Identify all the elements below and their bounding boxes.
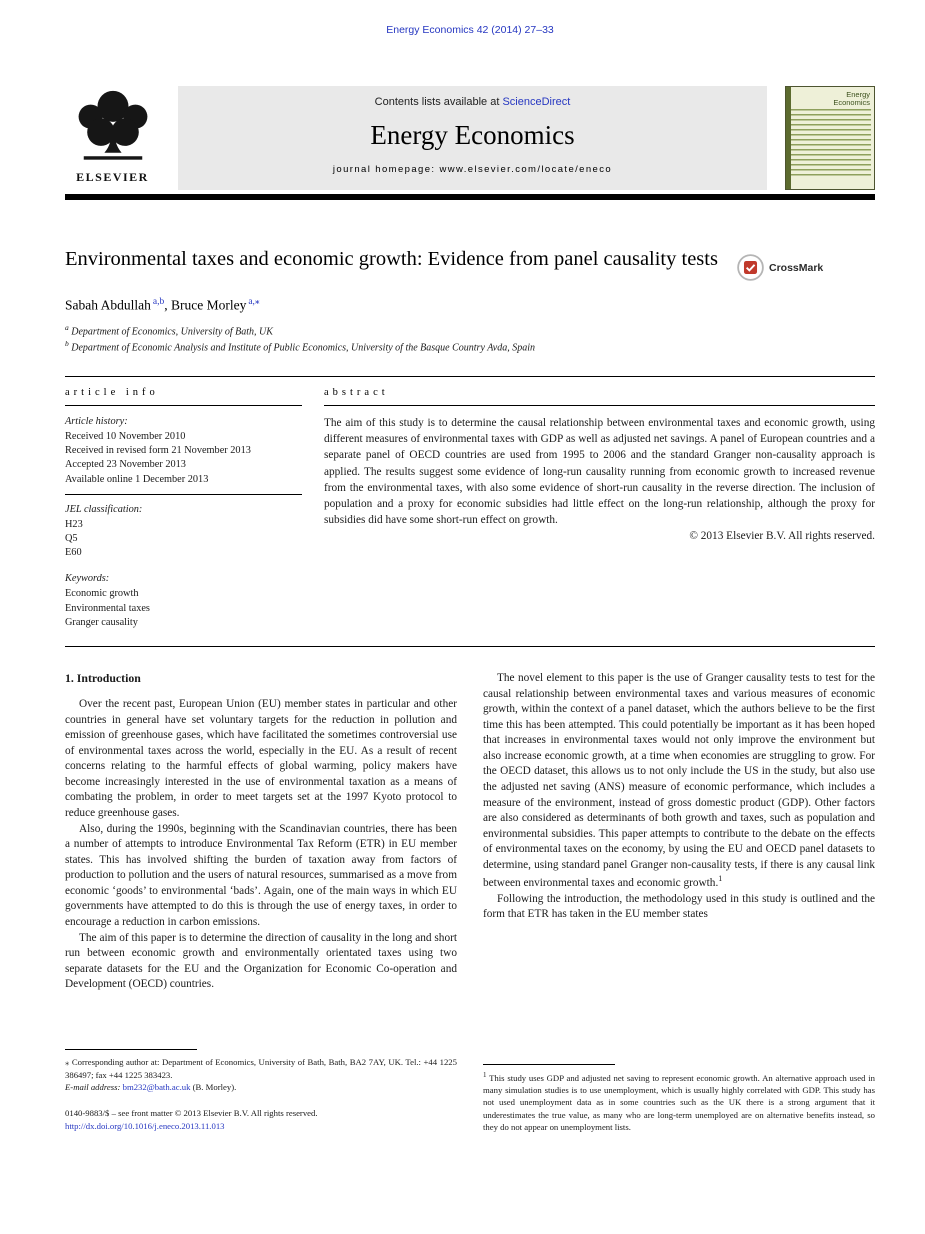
jel-item: Q5 <box>65 533 78 545</box>
crossmark-icon <box>737 254 764 281</box>
abstract-heading: abstract <box>324 387 389 399</box>
author-name-2: Bruce Morley <box>170 297 247 313</box>
jel-item: H23 <box>65 518 83 530</box>
footnote-1-text: This study uses GDP and adjusted net saving to represent economic growth. An alternative approach used in many simulation studies is to use unemployment, which is usually highly correlated with GDP. This study has not used unemployment data as in some countries such as the UK there is a strong argument that it underestimates the true value, as many who are long-term unemployed are on alternative benefits instead, so they do not appear on unemployment lists. <box>483 1073 875 1132</box>
abstract-heading-rule <box>324 405 875 406</box>
affiliation-b-text: Department of Economic Analysis and Institute of Public Economics, University of the Basque Country Avda, Spain <box>71 342 535 354</box>
crossmark-label: CrossMark <box>769 261 824 274</box>
header-divider <box>65 194 875 200</box>
article-title: Environmental taxes and economic growth: Evidence from panel causality tests <box>65 248 718 270</box>
contents-prefix: Contents lists available at <box>374 96 503 108</box>
sciencedirect-link[interactable]: ScienceDirect <box>502 96 571 108</box>
author-separator: , <box>164 297 171 313</box>
jel-item: E60 <box>65 547 82 559</box>
abstract-column <box>324 387 875 630</box>
body-paragraph: Also, during the 1990s, beginning with the Scandinavian countries, there has been a number of attempts to introduce Environmental Tax Reform (ETR) in EU member states. This has involved shifting the burden of taxation away from factors of production to pollution and the users of natural resources, summarised as a move from economic ‘goods’ to environmental ‘bads’. Again, one of the main ways in which EU governments have attempted to do this is through the use of energy taxes, in order to encourage a reduction in carbon emissions. <box>65 822 457 929</box>
body-paragraph: Over the recent past, European Union (EU) member states in particular and other countries in general have set voluntary targets for the reduction in pollution and emission of greenhouse gases, which have facilitated the sometimes controversial use of environmental taxes across the world, especially in the EU. As a result of recent concerns relating to the harmful effects of global warming, policy makers have become increasingly interested in the use of environmental taxation as a means of combating the problem, in order to meet targets set at the 1997 Kyoto protocol to reduce greenhouse gases. <box>65 697 457 819</box>
issn-copyright-line: 0140-9883/$ – see front matter © 2013 Elsevier B.V. All rights reserved. <box>65 1107 318 1118</box>
body-paragraph <box>483 671 875 892</box>
footnote-ref-1[interactable]: 1 <box>718 874 723 884</box>
body-right-column <box>483 671 875 1133</box>
affiliation-b-sup: b <box>65 339 69 349</box>
section-heading-introduction: 1. Introduction <box>65 670 141 685</box>
journal-banner <box>178 86 767 190</box>
doi-link[interactable]: http://dx.doi.org/10.1016/j.eneco.2013.11.013 <box>65 1120 225 1131</box>
keyword-item: Granger causality <box>65 616 138 628</box>
paragraph-text: The novel element to this paper is the use of Granger causality tests to test for the causal relationship between environmental taxes and various measures of economic growth, within the context of a panel dataset, which the authors believe to be the first time this has been attempted. This could potentially be important as it has been hoped that increases in environmental taxes would not only improve the environment but also increase economic growth, at a time when economies are struggling to grow. For the OECD dataset, this allows us to not only include the US in the study, but also use the adjusted net saving (ANS) measure of economic performance, which includes a measure of the environment, instead of gross domestic product (GDP). Other factors are also considered as determinants of both growth and taxes, such as population and environmental subsidies. This paper attempts to contribute to the debate on the effects of environmental taxes on the economy, by using the EU and OECD panel datasets to determine, using standard panel Granger non-causality tests, if there is any causal link between environmental taxes and economic growth. <box>483 671 875 890</box>
article-body <box>65 671 875 1133</box>
abstract-text: The aim of this study is to determine the causal relationship between environmental taxes and economic growth, using different measures of environmental taxes with GDP as well as adjusted net savings. A panel of European countries and a separate panel of OECD countries are used from 1995 to 2006 and the standard Granger non-causality approach is applied. The results suggest some evidence of long-run causality running from economic growth to increased revenue from the environmental taxes, with also some evidence of short-run causality in the reverse direction. The inclusion of population and a proxy for economic subsidies had little effect on the long-run relationship, although the proxy for subsidies did have some short-run effect on growth. <box>324 417 875 526</box>
rule-bottom <box>65 646 875 647</box>
keyword-item: Environmental taxes <box>65 602 150 614</box>
author-1-affiliation-sup[interactable]: a,b <box>152 297 165 307</box>
info-divider-rule <box>65 494 302 495</box>
left-footnote-block <box>65 1049 457 1133</box>
email-link[interactable]: bm232@bath.ac.uk <box>120 1081 191 1092</box>
article-info-heading: article info <box>65 387 159 399</box>
history-label: Article history: <box>65 416 128 428</box>
info-abstract-section <box>65 376 875 647</box>
journal-header <box>65 86 875 190</box>
body-left-column <box>65 671 457 1133</box>
abstract-copyright: © 2013 Elsevier B.V. All rights reserved. <box>689 530 875 543</box>
article-info-column <box>65 387 302 630</box>
history-item: Received in revised form 21 November 2013 <box>65 445 251 457</box>
footnote-1-marker: 1 <box>483 1071 487 1080</box>
cover-art <box>791 109 871 179</box>
affiliations <box>65 323 875 357</box>
email-note <box>65 1081 457 1093</box>
affiliation-a-sup: a <box>65 322 69 332</box>
footnote-1 <box>483 1071 875 1133</box>
article-info-heading-rule <box>65 405 302 406</box>
affiliation-b <box>65 339 875 356</box>
body-paragraph: The aim of this paper is to determine the direction of causality in the long and short run between economic growth and environmentally orientated taxes using two separate datasets for the EU and the Organization for Economic Co-operation and Development (OECD) countries. <box>65 931 457 991</box>
body-paragraph: Following the introduction, the methodology used in this study is outlined and the form that ETR has taken in the EU member states <box>483 892 875 921</box>
affiliation-a-text: Department of Economics, University of Bath, UK <box>71 325 273 337</box>
history-item: Available online 1 December 2013 <box>65 473 209 485</box>
email-suffix: (B. Morley). <box>190 1081 237 1092</box>
cover-title: Energy Economics <box>833 90 870 108</box>
journal-title: Energy Economics <box>370 120 575 150</box>
journal-cover-thumbnail <box>785 86 875 190</box>
history-item: Accepted 23 November 2013 <box>65 459 186 471</box>
right-footnote-block <box>483 1064 875 1133</box>
elsevier-tree-icon <box>70 86 156 168</box>
contents-line <box>178 96 767 108</box>
journal-homepage-link[interactable]: journal homepage: www.elsevier.com/locate/eneco <box>332 164 613 175</box>
jel-label: JEL classification: <box>65 503 143 515</box>
journal-citation-link[interactable]: Energy Economics 42 (2014) 27–33 <box>386 24 554 36</box>
elsevier-wordmark: ELSEVIER <box>76 170 149 184</box>
crossmark-badge[interactable] <box>737 254 823 281</box>
title-block <box>65 246 875 281</box>
keyword-item: Economic growth <box>65 588 139 600</box>
corresponding-author-note: ⁎ Corresponding author at: Department of Economics, University of Bath, Bath, BA2 7AY, UK. Tel.: +44 1225 386497; fax +44 1225 383423. <box>65 1057 457 1080</box>
authors-line <box>65 296 875 314</box>
author-name-1: Sabah Abdullah <box>65 297 151 313</box>
elsevier-logo <box>65 86 160 190</box>
imprint-block <box>65 1107 457 1133</box>
history-item: Received 10 November 2010 <box>65 431 186 443</box>
keywords-label: Keywords: <box>65 573 110 585</box>
affiliation-a <box>65 323 875 340</box>
footnote-rule <box>65 1049 197 1050</box>
email-label: E-mail address: <box>65 1081 121 1092</box>
footnote-rule <box>483 1064 615 1065</box>
author-2-affiliation-sup[interactable]: a,⁎ <box>248 297 260 307</box>
